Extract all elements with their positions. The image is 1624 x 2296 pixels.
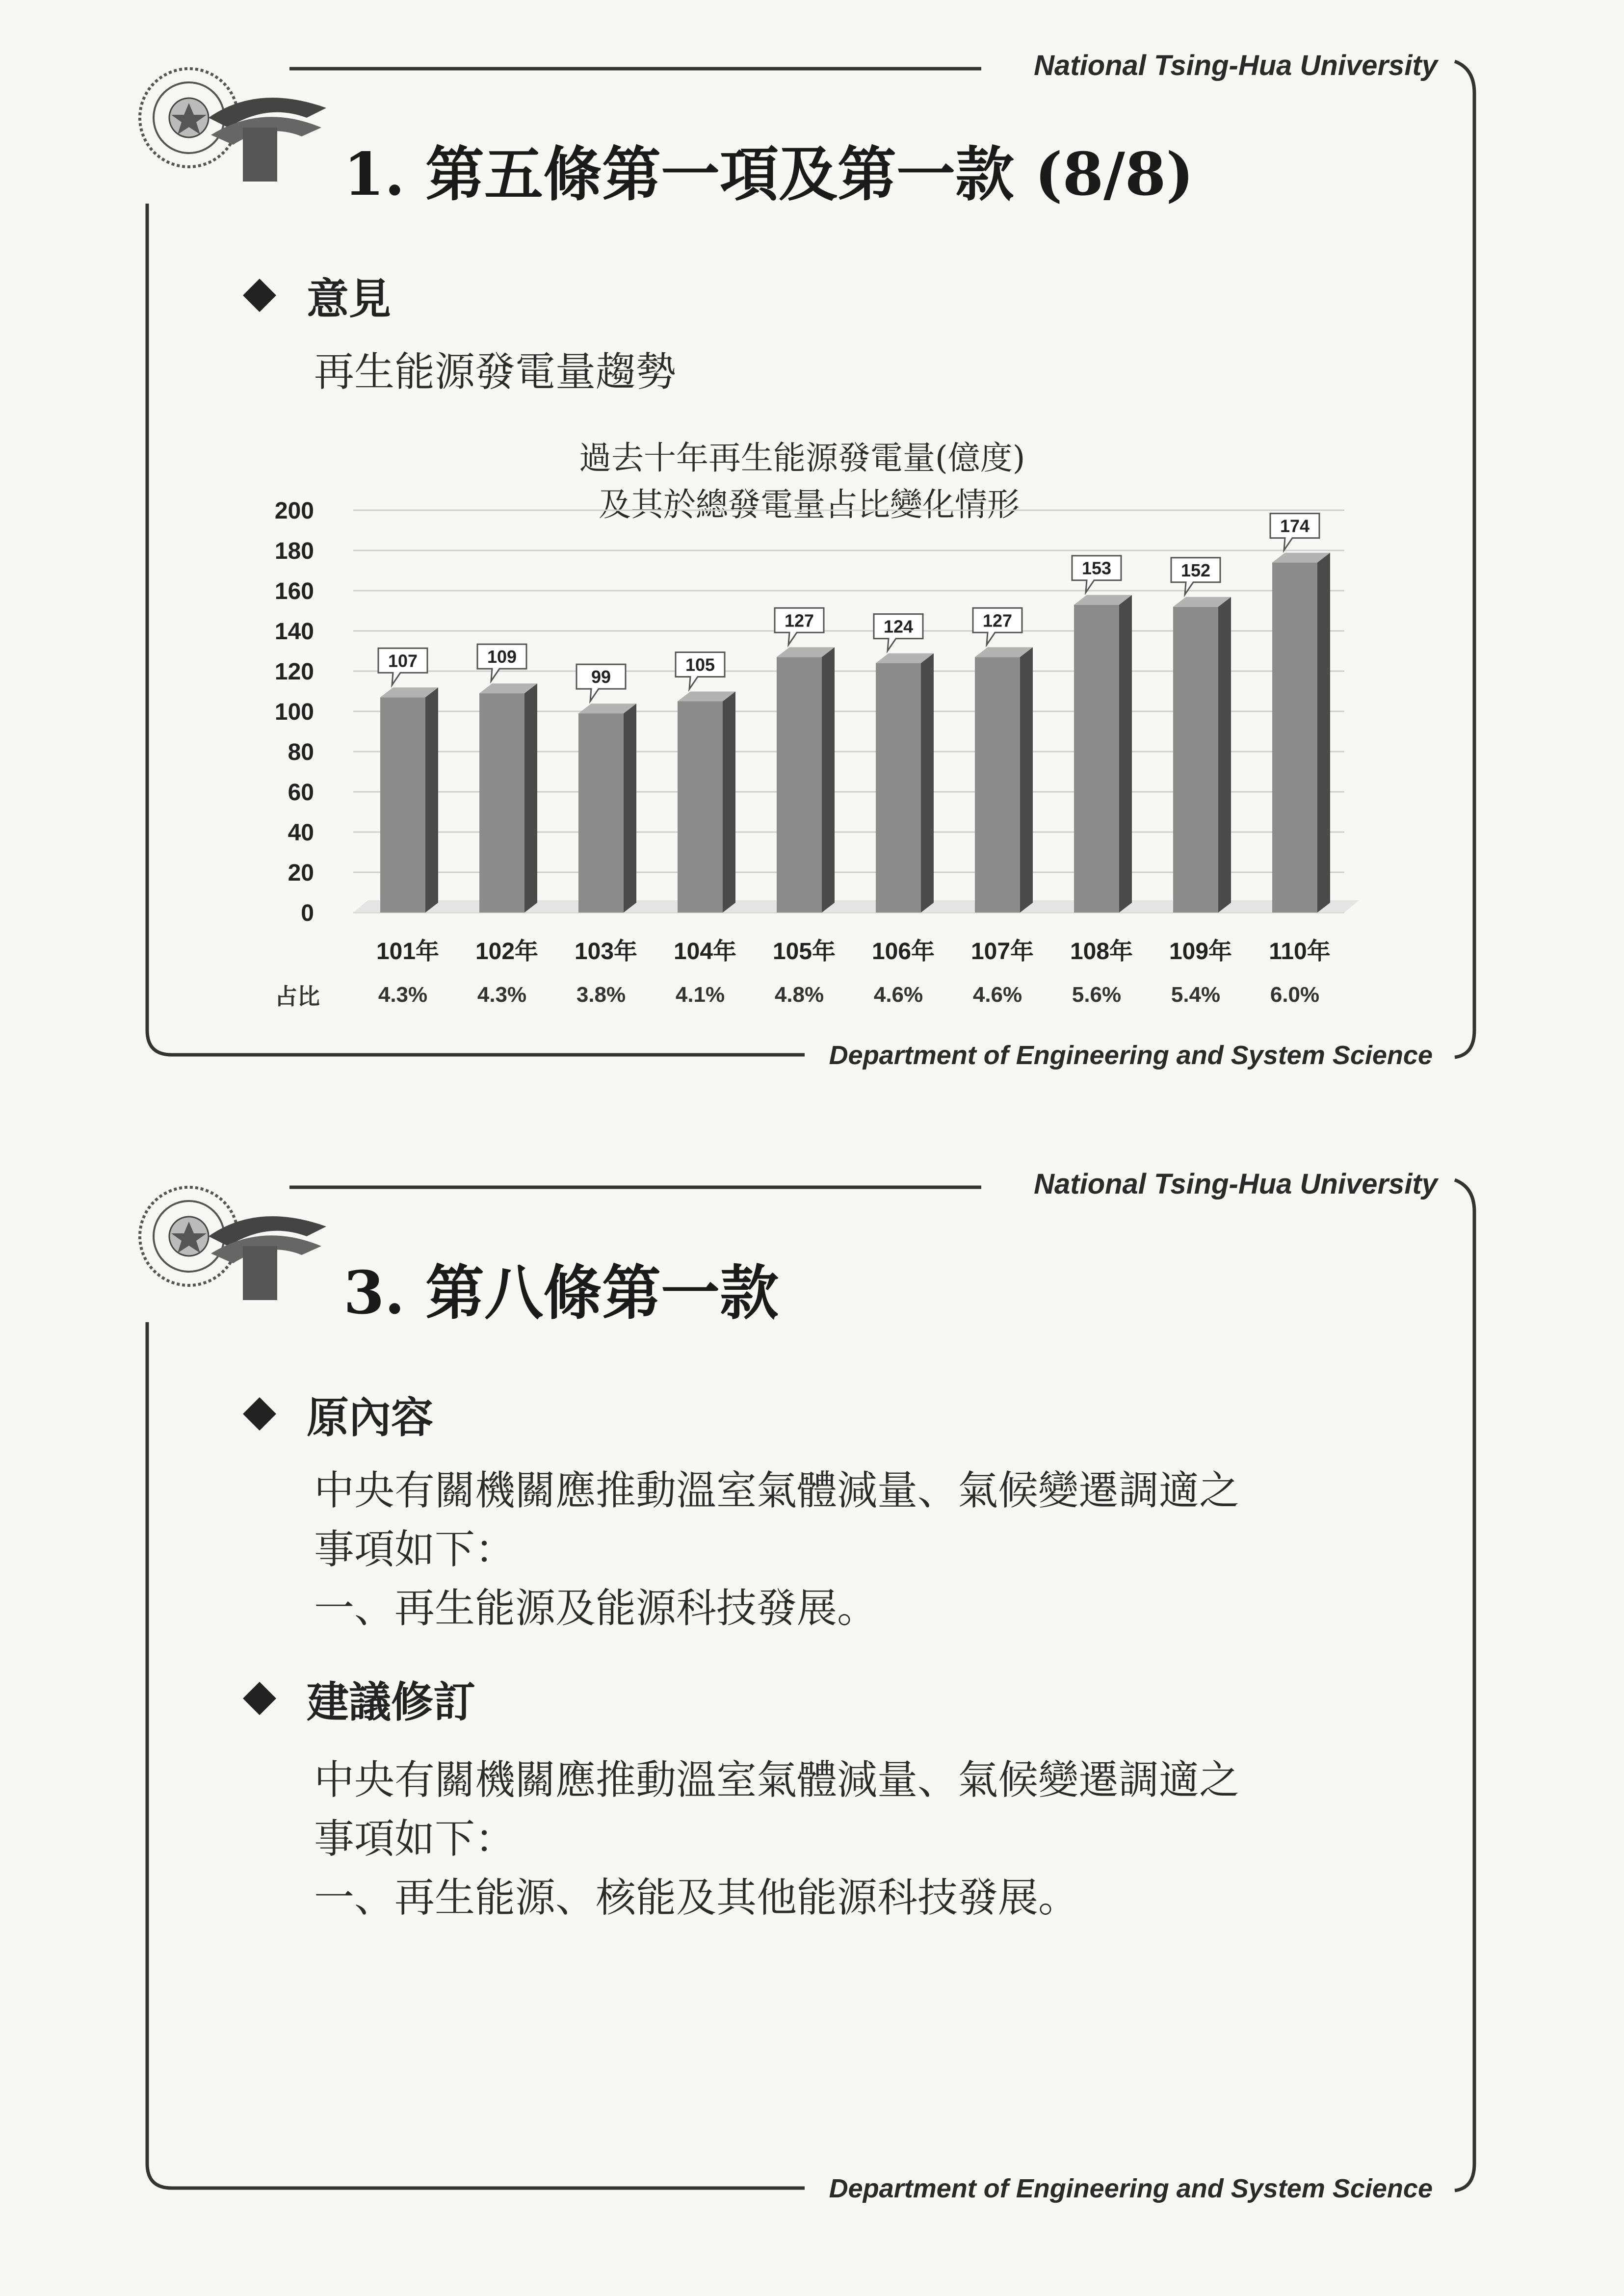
chart-title-line1: 過去十年再生能源發電量(億度) — [579, 439, 1025, 477]
original-text-line1: 中央有關機關應推動溫室氣體減量、氣候變遷調適之 — [314, 1467, 1240, 1514]
bar-side — [921, 653, 934, 913]
share-value: 3.8% — [576, 983, 626, 1007]
data-label: 107 — [388, 651, 418, 671]
bullet-label: 建議修訂 — [307, 1677, 475, 1727]
revised-text-line3: 一、再生能源、核能及其他能源科技發展。 — [314, 1875, 1079, 1921]
y-tick-label: 140 — [274, 619, 314, 645]
y-axis-ticks — [275, 498, 314, 926]
share-value: 4.6% — [972, 983, 1022, 1007]
slide-title: 1. 第五條第一項及第一款 (8/8) — [343, 140, 1194, 209]
bar-side — [425, 687, 438, 913]
share-value: 4.3% — [477, 983, 527, 1007]
x-tick-label: 103年 — [574, 939, 638, 965]
bar — [1173, 607, 1218, 913]
bullet-label: 原內容 — [307, 1393, 433, 1442]
x-tick-label: 110年 — [1269, 939, 1331, 965]
share-value: 4.6% — [873, 983, 923, 1007]
data-label: 127 — [784, 610, 814, 631]
data-label: 127 — [982, 610, 1013, 631]
bullet-label: 意見 — [307, 274, 391, 324]
data-label: 124 — [883, 616, 914, 637]
department-name: Department of Engineering and System Science — [829, 1041, 1433, 1070]
bar — [1272, 563, 1317, 913]
y-tick-label: 160 — [274, 578, 314, 604]
y-tick-label: 180 — [274, 538, 314, 564]
share-value: 5.6% — [1072, 983, 1122, 1007]
original-text-line2: 事項如下： — [314, 1526, 516, 1573]
bar — [678, 702, 723, 913]
bar-side — [822, 647, 835, 913]
chart-title-line2: 及其於總發電量占比變化情形 — [599, 486, 1020, 523]
x-axis-labels — [376, 938, 1331, 965]
y-tick-label: 100 — [274, 699, 314, 725]
university-name: National Tsing-Hua University — [1034, 1168, 1438, 1200]
slide-renewable-energy — [0, 0, 1624, 1119]
y-tick-label: 0 — [301, 900, 314, 926]
slide-title: 3. 第八條第一款 — [343, 1258, 779, 1328]
chart-bars — [378, 514, 1330, 913]
share-row — [378, 983, 1319, 1007]
university-logo — [130, 1173, 336, 1320]
diamond-bullet-icon — [243, 1397, 276, 1431]
university-name: National Tsing-Hua University — [1034, 50, 1438, 81]
share-value: 4.3% — [378, 983, 428, 1007]
data-label: 174 — [1280, 516, 1310, 536]
share-value: 4.1% — [675, 983, 725, 1007]
x-tick-label: 105年 — [772, 939, 836, 965]
bar — [975, 657, 1020, 913]
renewable-energy-bar-chart — [0, 0, 1624, 1119]
y-tick-label: 60 — [288, 780, 314, 806]
slide-article8 — [0, 1119, 1624, 2296]
revised-text-line2: 事項如下： — [314, 1816, 516, 1862]
bar — [1074, 605, 1119, 913]
diamond-bullet-icon — [243, 1682, 276, 1715]
y-tick-label: 20 — [288, 860, 314, 886]
x-tick-label: 107年 — [970, 939, 1034, 965]
bar — [876, 663, 921, 913]
chart-subtitle: 再生能源發電量趨勢 — [314, 349, 677, 395]
data-label: 109 — [487, 647, 517, 667]
data-label: 152 — [1180, 560, 1211, 580]
data-label: 153 — [1081, 558, 1112, 578]
x-tick-label: 108年 — [1070, 939, 1133, 965]
revised-text-line1: 中央有關機關應推動溫室氣體減量、氣候變遷調適之 — [314, 1757, 1240, 1803]
bar-side — [624, 704, 636, 913]
bar-side — [1218, 597, 1231, 913]
original-text-line3: 一、再生能源及能源科技發展。 — [314, 1585, 878, 1632]
bar — [777, 657, 822, 913]
bar — [578, 713, 624, 913]
share-value: 6.0% — [1270, 983, 1320, 1007]
bar — [380, 697, 425, 913]
share-row-label: 占比 — [275, 983, 320, 1010]
y-tick-label: 120 — [274, 659, 314, 685]
y-tick-label: 40 — [288, 820, 314, 846]
department-name: Department of Engineering and System Science — [829, 2174, 1433, 2203]
data-label: 99 — [591, 667, 611, 687]
bullet-revised — [248, 1668, 475, 1729]
y-tick-label: 80 — [288, 739, 314, 765]
bullet-original — [248, 1383, 433, 1444]
x-tick-label: 102年 — [475, 939, 539, 965]
x-tick-label: 109年 — [1169, 939, 1232, 965]
bar-side — [723, 692, 735, 913]
x-tick-label: 104年 — [673, 939, 737, 965]
x-tick-label: 101年 — [376, 939, 440, 965]
bar-side — [524, 683, 537, 913]
bar — [479, 693, 524, 913]
bar-side — [1317, 553, 1330, 913]
y-tick-label: 200 — [274, 498, 314, 524]
bar-side — [1020, 647, 1033, 913]
bar-side — [1119, 595, 1132, 913]
data-label: 105 — [685, 654, 715, 675]
share-value: 5.4% — [1171, 983, 1221, 1007]
x-tick-label: 106年 — [871, 939, 935, 965]
share-value: 4.8% — [774, 983, 824, 1007]
